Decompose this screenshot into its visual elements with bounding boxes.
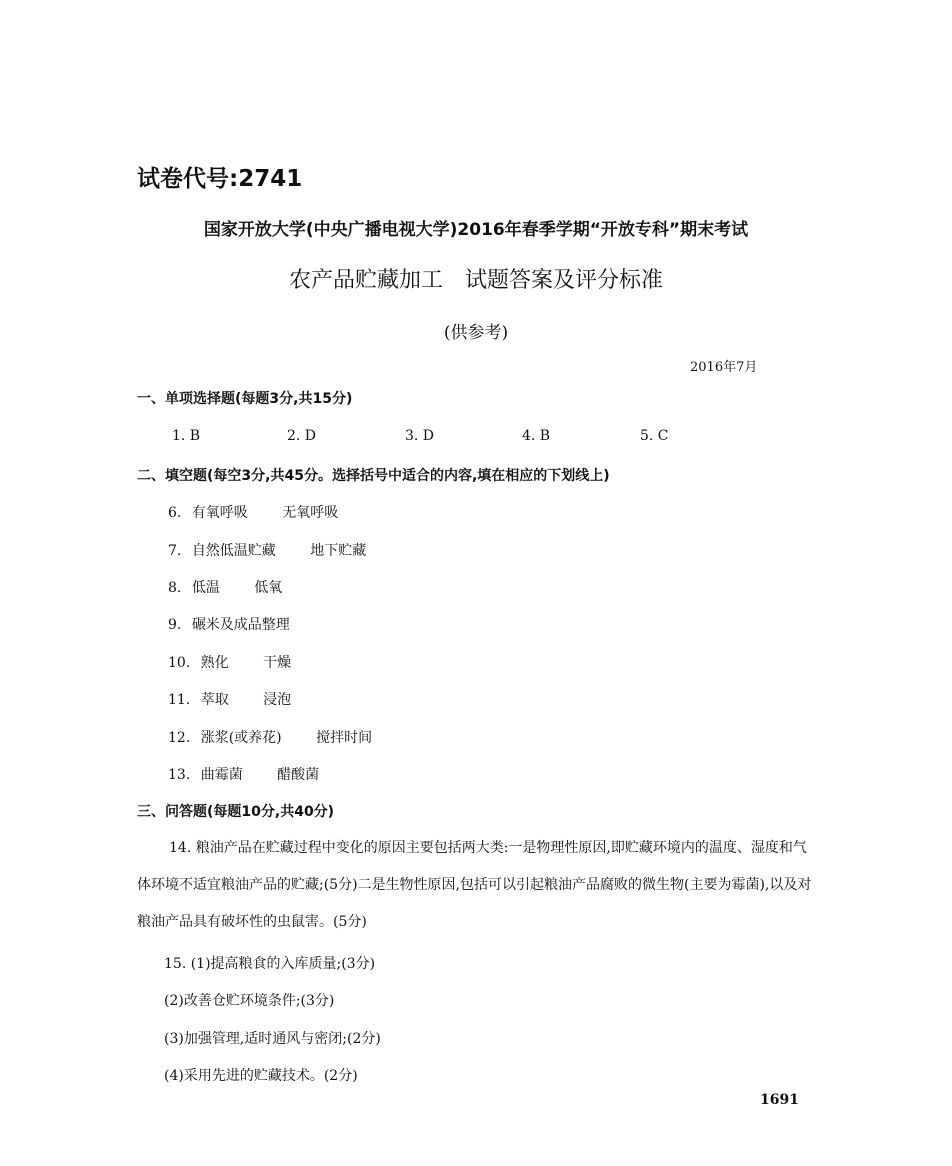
- fill-answer-b: 醋酸菌: [277, 767, 320, 783]
- university-heading: 国家开放大学(中央广播电视大学)2016年春季学期“开放专科”期末考试: [203, 220, 749, 240]
- answer-14: 14. 粮油产品在贮藏过程中变化的原因主要包括两大类:一是物理性原因,即贮藏环境内的温度、湿度和气体环境不适宜粮油产品的贮藏;(5分)二是生物性原因,包括可以引起粮油产品腐败的微生物(主要为霉菌),以及对粮油产品具有破坏性的虫鼠害。(5分): [137, 840, 812, 930]
- fill-number: 7.: [168, 543, 182, 559]
- answer-4: 4. B: [522, 428, 551, 444]
- fill-answer-9: [168, 614, 290, 634]
- fill-answer-a: 碾米及成品整理: [191, 617, 290, 633]
- fill-answer-12: [168, 727, 372, 747]
- fill-answer-a: 涨浆(或养花): [200, 730, 282, 746]
- fill-answer-8: [168, 577, 282, 597]
- fill-answer-10: [168, 652, 291, 672]
- fill-number: 8.: [168, 580, 182, 596]
- section2-heading: 二、填空题(每空3分,共45分。选择括号中适合的内容,填在相应的下划线上): [137, 468, 610, 484]
- answer-1: 1. B: [172, 428, 201, 444]
- fill-answer-a: 低温: [191, 580, 220, 596]
- answer-15-line-4: (4)采用先进的贮藏技术。(2分): [164, 1068, 358, 1084]
- fill-number: 6.: [168, 505, 182, 521]
- section3-heading: 三、问答题(每题10分,共40分): [137, 804, 335, 820]
- fill-answer-a: 萃取: [200, 692, 229, 708]
- reference-note: (供参考): [443, 323, 509, 343]
- fill-answer-a: 熟化: [200, 655, 229, 671]
- page-number: 1691: [760, 1092, 799, 1108]
- fill-number: 11.: [168, 692, 191, 708]
- answer-15-line-3: (3)加强管理,适时通风与密闭;(2分): [164, 1031, 381, 1047]
- fill-answer-a: 自然低温贮藏: [191, 543, 276, 559]
- fill-number: 9.: [168, 617, 182, 633]
- fill-answer-b: 搅拌时间: [316, 730, 373, 746]
- fill-answer-7: [168, 540, 366, 560]
- fill-answer-b: 无氧呼吸: [282, 505, 339, 521]
- answer-3: 3. D: [405, 428, 435, 444]
- answer-2: 2. D: [287, 428, 317, 444]
- section1-heading: 一、单项选择题(每题3分,共15分): [137, 391, 353, 407]
- answer-15-line-2: (2)改善仓贮环境条件;(3分): [164, 993, 335, 1009]
- document-date: 2016年7月: [690, 360, 758, 375]
- fill-answer-a: 曲霉菌: [200, 767, 243, 783]
- fill-answer-a: 有氧呼吸: [191, 505, 248, 521]
- fill-number: 12.: [168, 730, 191, 746]
- answer-15-line-1: 15. (1)提高粮食的入库质量;(3分): [164, 956, 376, 972]
- paper-code: 试卷代号:2741: [137, 166, 303, 192]
- fill-answer-b: 浸泡: [263, 692, 292, 708]
- fill-answer-11: [168, 689, 291, 709]
- document-title: 农产品贮藏加工 试题答案及评分标准: [288, 268, 663, 293]
- fill-answer-b: 地下贮藏: [310, 543, 367, 559]
- fill-answer-6: [168, 502, 338, 522]
- fill-answer-b: 干燥: [263, 655, 292, 671]
- fill-answer-13: [168, 764, 319, 784]
- fill-number: 10.: [168, 655, 191, 671]
- answer-5: 5. C: [640, 428, 669, 444]
- fill-number: 13.: [168, 767, 191, 783]
- fill-answer-b: 低氧: [254, 580, 283, 596]
